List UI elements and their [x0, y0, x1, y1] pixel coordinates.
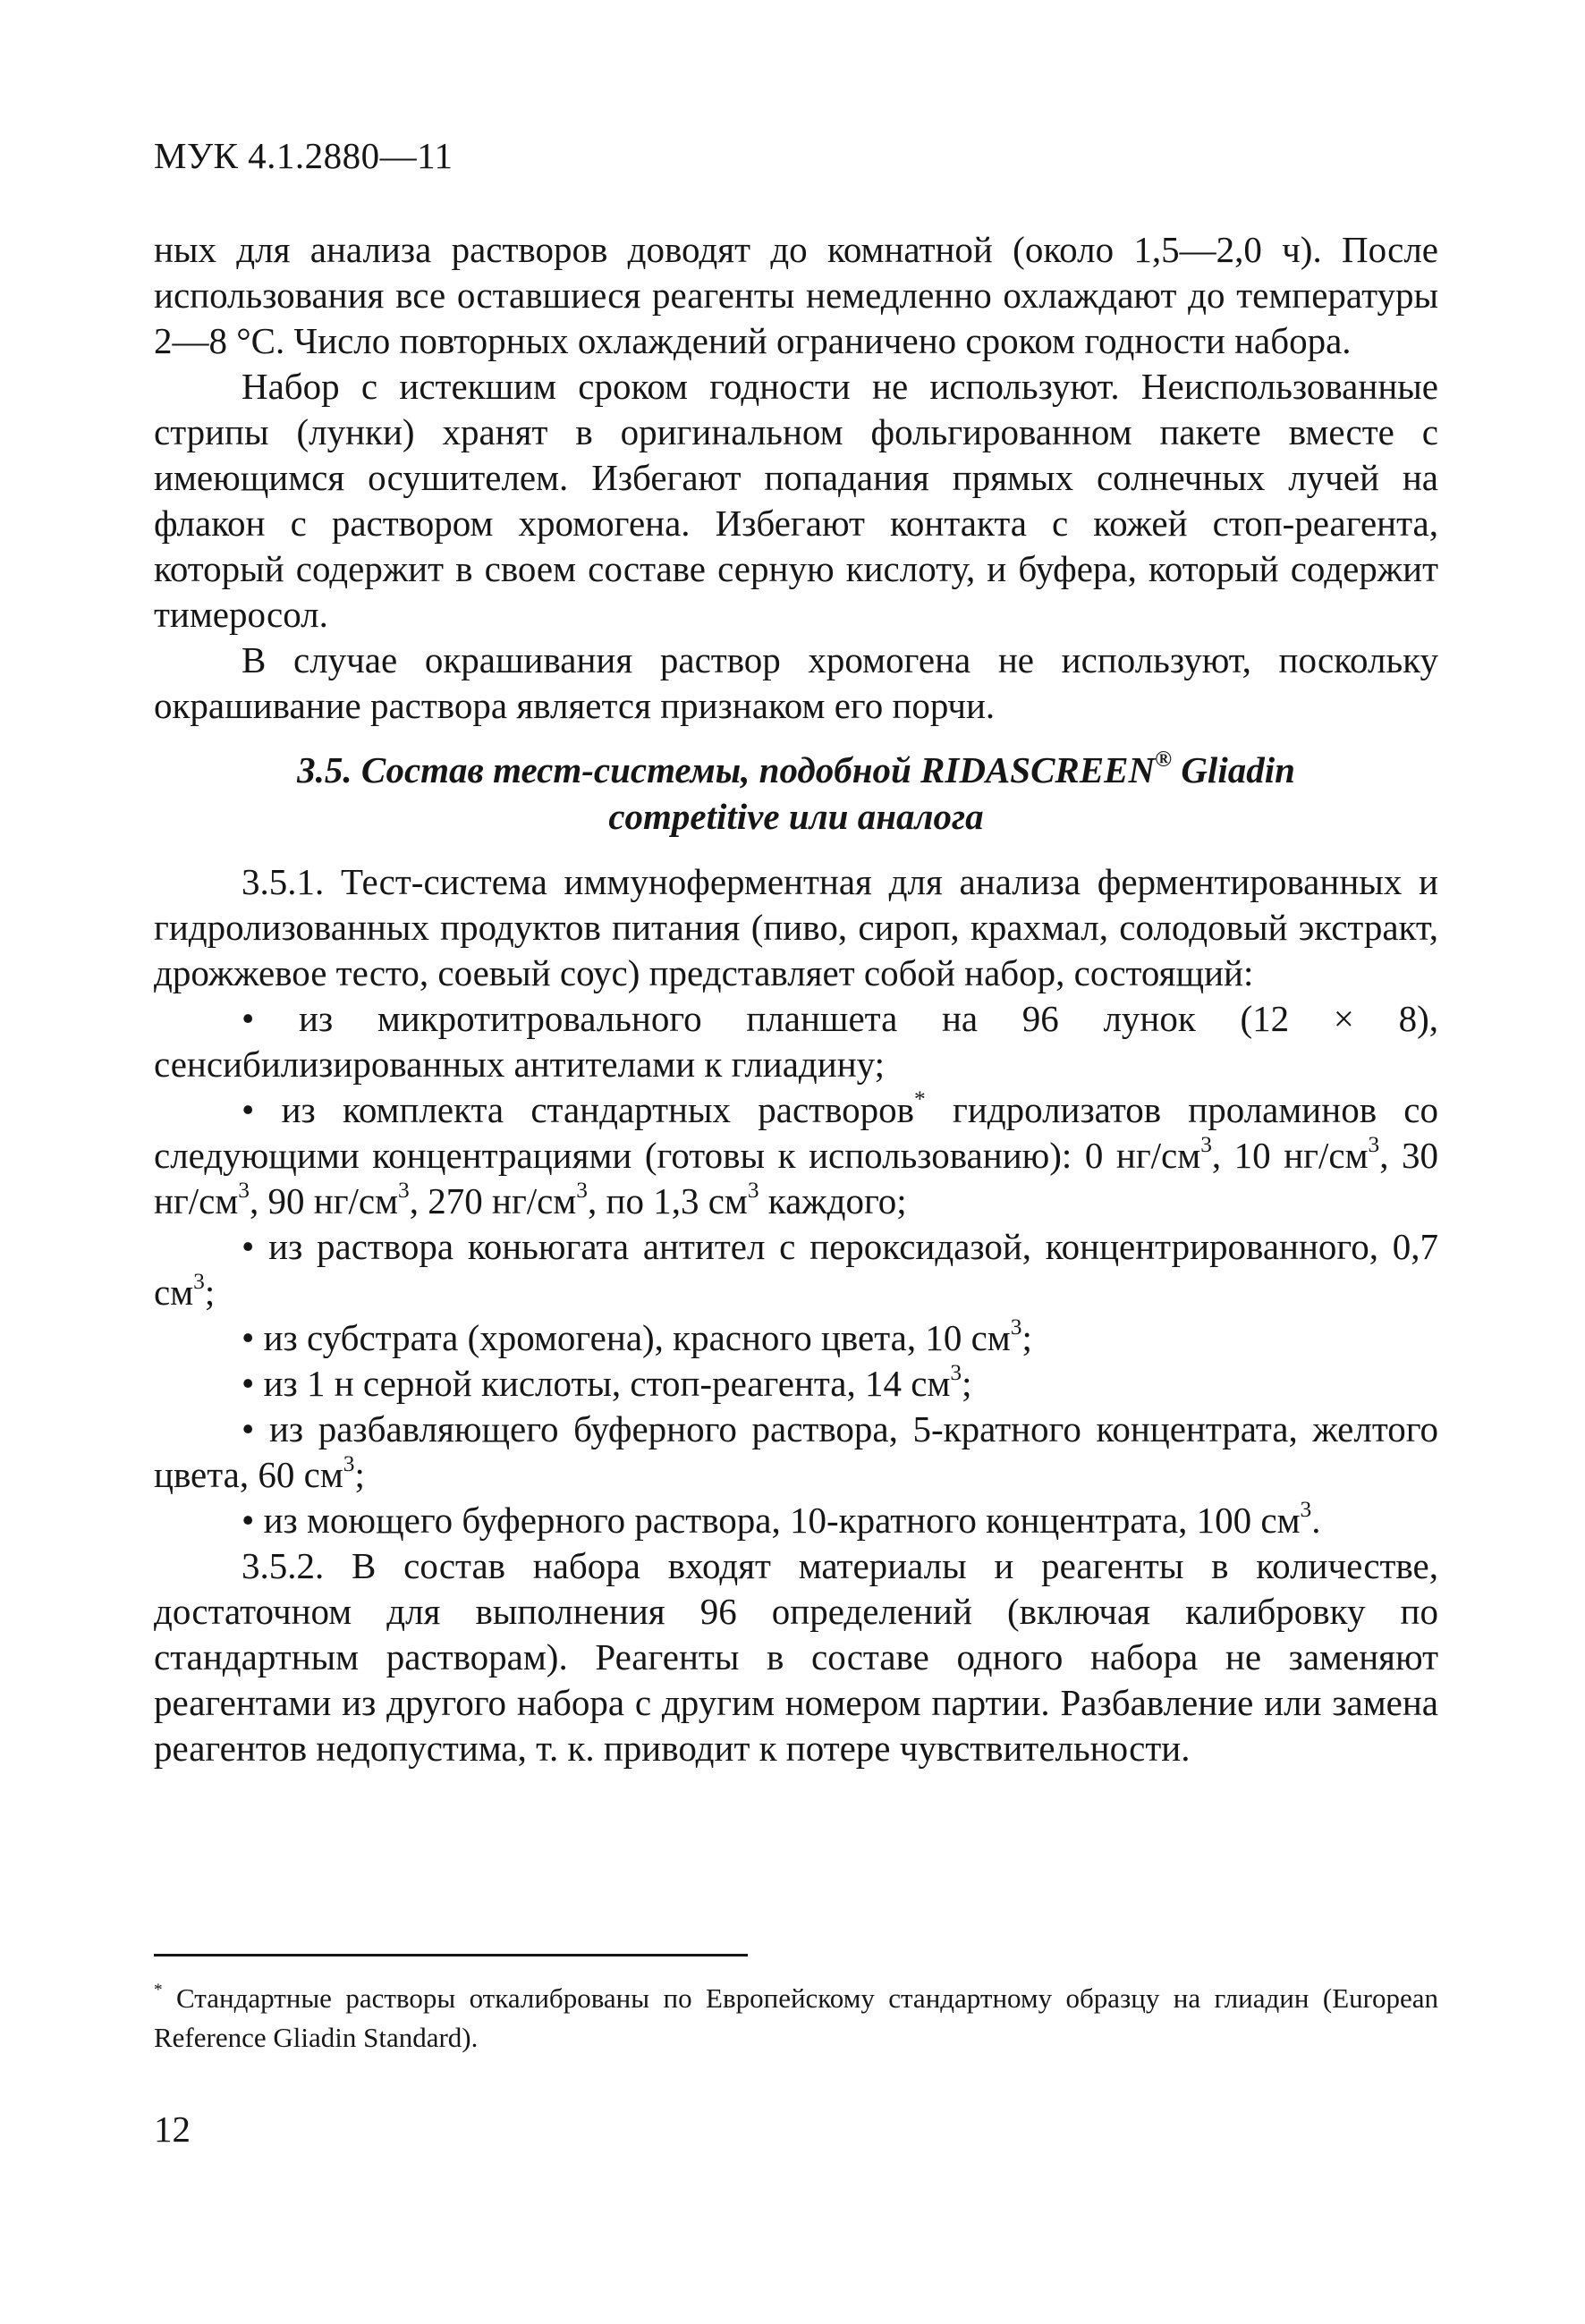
footnote-text: Стандартные растворы откалиброваны по Европейскому стандартному образцу на глиадин (European Reference Gliadin Standard).: [154, 1982, 1438, 2053]
paragraph: В случае окрашивания раствор хромогена не используют, поскольку окрашивание раствора является признаком его порчи.: [154, 639, 1438, 726]
page-number: 12: [154, 2109, 191, 2150]
list-item: • из разбавляющего буферного раствора, 5-кратного концентрата, желтого цвета, 60 $см^3$;: [154, 1408, 1438, 1495]
paragraph: ных для анализа растворов доводят до комнатной (около 1,5—2,0 ч). После использования все оставшиеся реагенты немедленно охлаждают до температуры 2—8 °С. Число повторных охлаждений ограничено сроком годности набора.: [154, 229, 1438, 361]
clause-3-5-1: 3.5.1. Тест-система иммуноферментная для анализа ферментированных и гидролизованных продуктов питания (пиво, сироп, крахмал, солодовый экстракт, дрожжевое тесто, соевый соус) представляет собой набор, состоящий:: [154, 861, 1438, 993]
list-item: • из раствора коньюгата антител с пероксидазой, концентрированного, 0,7 $см^3$;: [154, 1226, 1438, 1313]
section-heading-text: 3.5. Состав тест-системы, подобной RIDASCREEN: [297, 749, 1156, 790]
footnote: [154, 1979, 1438, 2058]
footnote-marker: *: [154, 1980, 163, 1999]
section-heading-text: Gliadin: [1172, 749, 1295, 790]
list-item: • из субстрата (хромогена), красного цвета, 10 $см^3$;: [242, 1314, 1032, 1358]
clause-3-5-2: 3.5.2. В состав набора входят материалы и реагенты в количестве, достаточном для выполнения 96 определений (включая калибровку по стандартным растворам). Реагенты в составе одного набора не заменяют реагентами из другого набора с другим номером партии. Разбавление или замена реагентов недопустима, т. к. приводит к потере чувствительности.: [154, 1545, 1438, 1769]
footnote-divider: [154, 1954, 748, 1956]
footnote-reference: *: [914, 1086, 926, 1111]
list-item: • из комплекта стандартных растворов* гидролизатов проламинов со следующими концентрациями (готовы к использованию): 0 $нг/см^3$, 10 $нг/см^3$, 30 $нг/см^3$, 90 $нг/см^3$, 270 $нг/см^3$, по 1,3 $см^3$ каждого;: [154, 1086, 1439, 1221]
list-item: • из моющего буферного раствора, 10-кратного концентрата, 100 $см^3$.: [242, 1496, 1321, 1541]
main-text: [154, 227, 1438, 1771]
section-heading-line2: competitive или аналога: [608, 796, 984, 837]
registered-mark: ®: [1155, 746, 1173, 772]
paragraph: Набор с истекшим сроком годности не используют. Неиспользованные стрипы (лунки) хранят в оригинальном фольгированном пакете вместе с имеющимся осушителем. Избегают попадания прямых солнечных лучей на флакон с раствором хромогена. Избегают контакта с кожей стоп-реагента, который содержит в своем составе серную кислоту, и буфера, который содержит тимеросол.: [154, 366, 1438, 635]
section-heading: [154, 747, 1438, 840]
list-item: • из микротитровального планшета на 96 лунок (12 × 8), сенсибилизированных антителами к глиадину;: [154, 998, 1438, 1085]
document-code-header: МУК 4.1.2880—11: [154, 135, 453, 176]
list-item: • из 1 н серной кислоты, стоп-реагента, 14 $см^3$;: [242, 1359, 972, 1404]
